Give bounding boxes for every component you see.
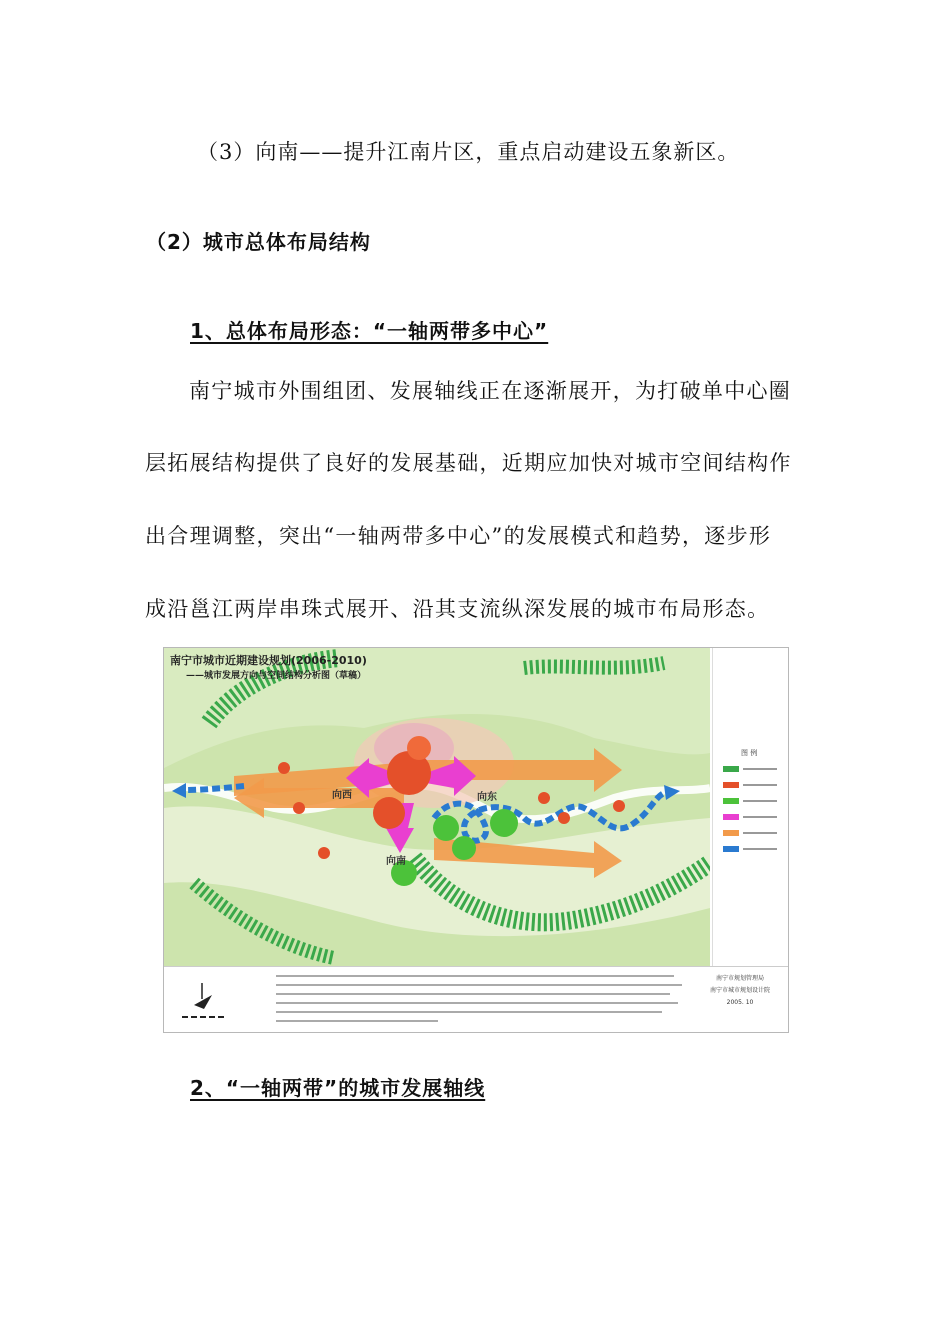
- footer-org: [696, 973, 784, 1009]
- map-drawing: [164, 648, 710, 966]
- footer-org-2: 南宁市城市规划设计院: [709, 987, 770, 994]
- south-direction-line: （3）向南——提升江南片区，重点启动建设五象新区。: [197, 140, 740, 164]
- section-heading: （2）城市总体布局结构: [146, 230, 371, 254]
- paragraph-line: 层拓展结构提供了良好的发展基础，近期应加快对城市空间结构作: [145, 451, 792, 475]
- footer-description: [276, 975, 682, 1027]
- map-legend: [712, 648, 789, 966]
- footer-org-1: 南宁市规划管理局: [715, 975, 764, 982]
- label-south: 向南: [386, 856, 406, 867]
- legend-item: [723, 766, 783, 774]
- legend-item: [723, 846, 783, 854]
- label-west: 向西: [332, 790, 352, 801]
- map-title: 南宁市城市近期建设规划(2006-2010): [170, 654, 367, 667]
- map-footer: [164, 966, 788, 1033]
- north-arrow-icon: [174, 975, 234, 1025]
- footer-date: 2005. 10: [726, 999, 754, 1006]
- planning-map-figure: [163, 647, 789, 1033]
- subheading-axis: 2、“一轴两带”的城市发展轴线: [190, 1076, 486, 1100]
- map-subtitle: ——城市发展方向与空间结构分析图（草稿）: [186, 671, 367, 681]
- legend-title: 图 例: [741, 749, 758, 757]
- legend-item: [723, 830, 783, 838]
- legend-item: [723, 798, 783, 806]
- label-east: 向东: [477, 792, 497, 803]
- legend-item: [723, 782, 783, 790]
- paragraph-line: 成沿邕江两岸串珠式展开、沿其支流纵深发展的城市布局形态。: [145, 597, 770, 621]
- legend-item: [723, 814, 783, 822]
- paragraph-line: 出合理调整，突出“一轴两带多中心”的发展模式和趋势，逐步形: [145, 524, 772, 548]
- paragraph-line: 南宁城市外围组团、发展轴线正在逐渐展开，为打破单中心圈: [189, 379, 792, 403]
- subheading-layout-form: 1、总体布局形态：“一轴两带多中心”: [190, 319, 549, 343]
- map-area: [164, 648, 710, 966]
